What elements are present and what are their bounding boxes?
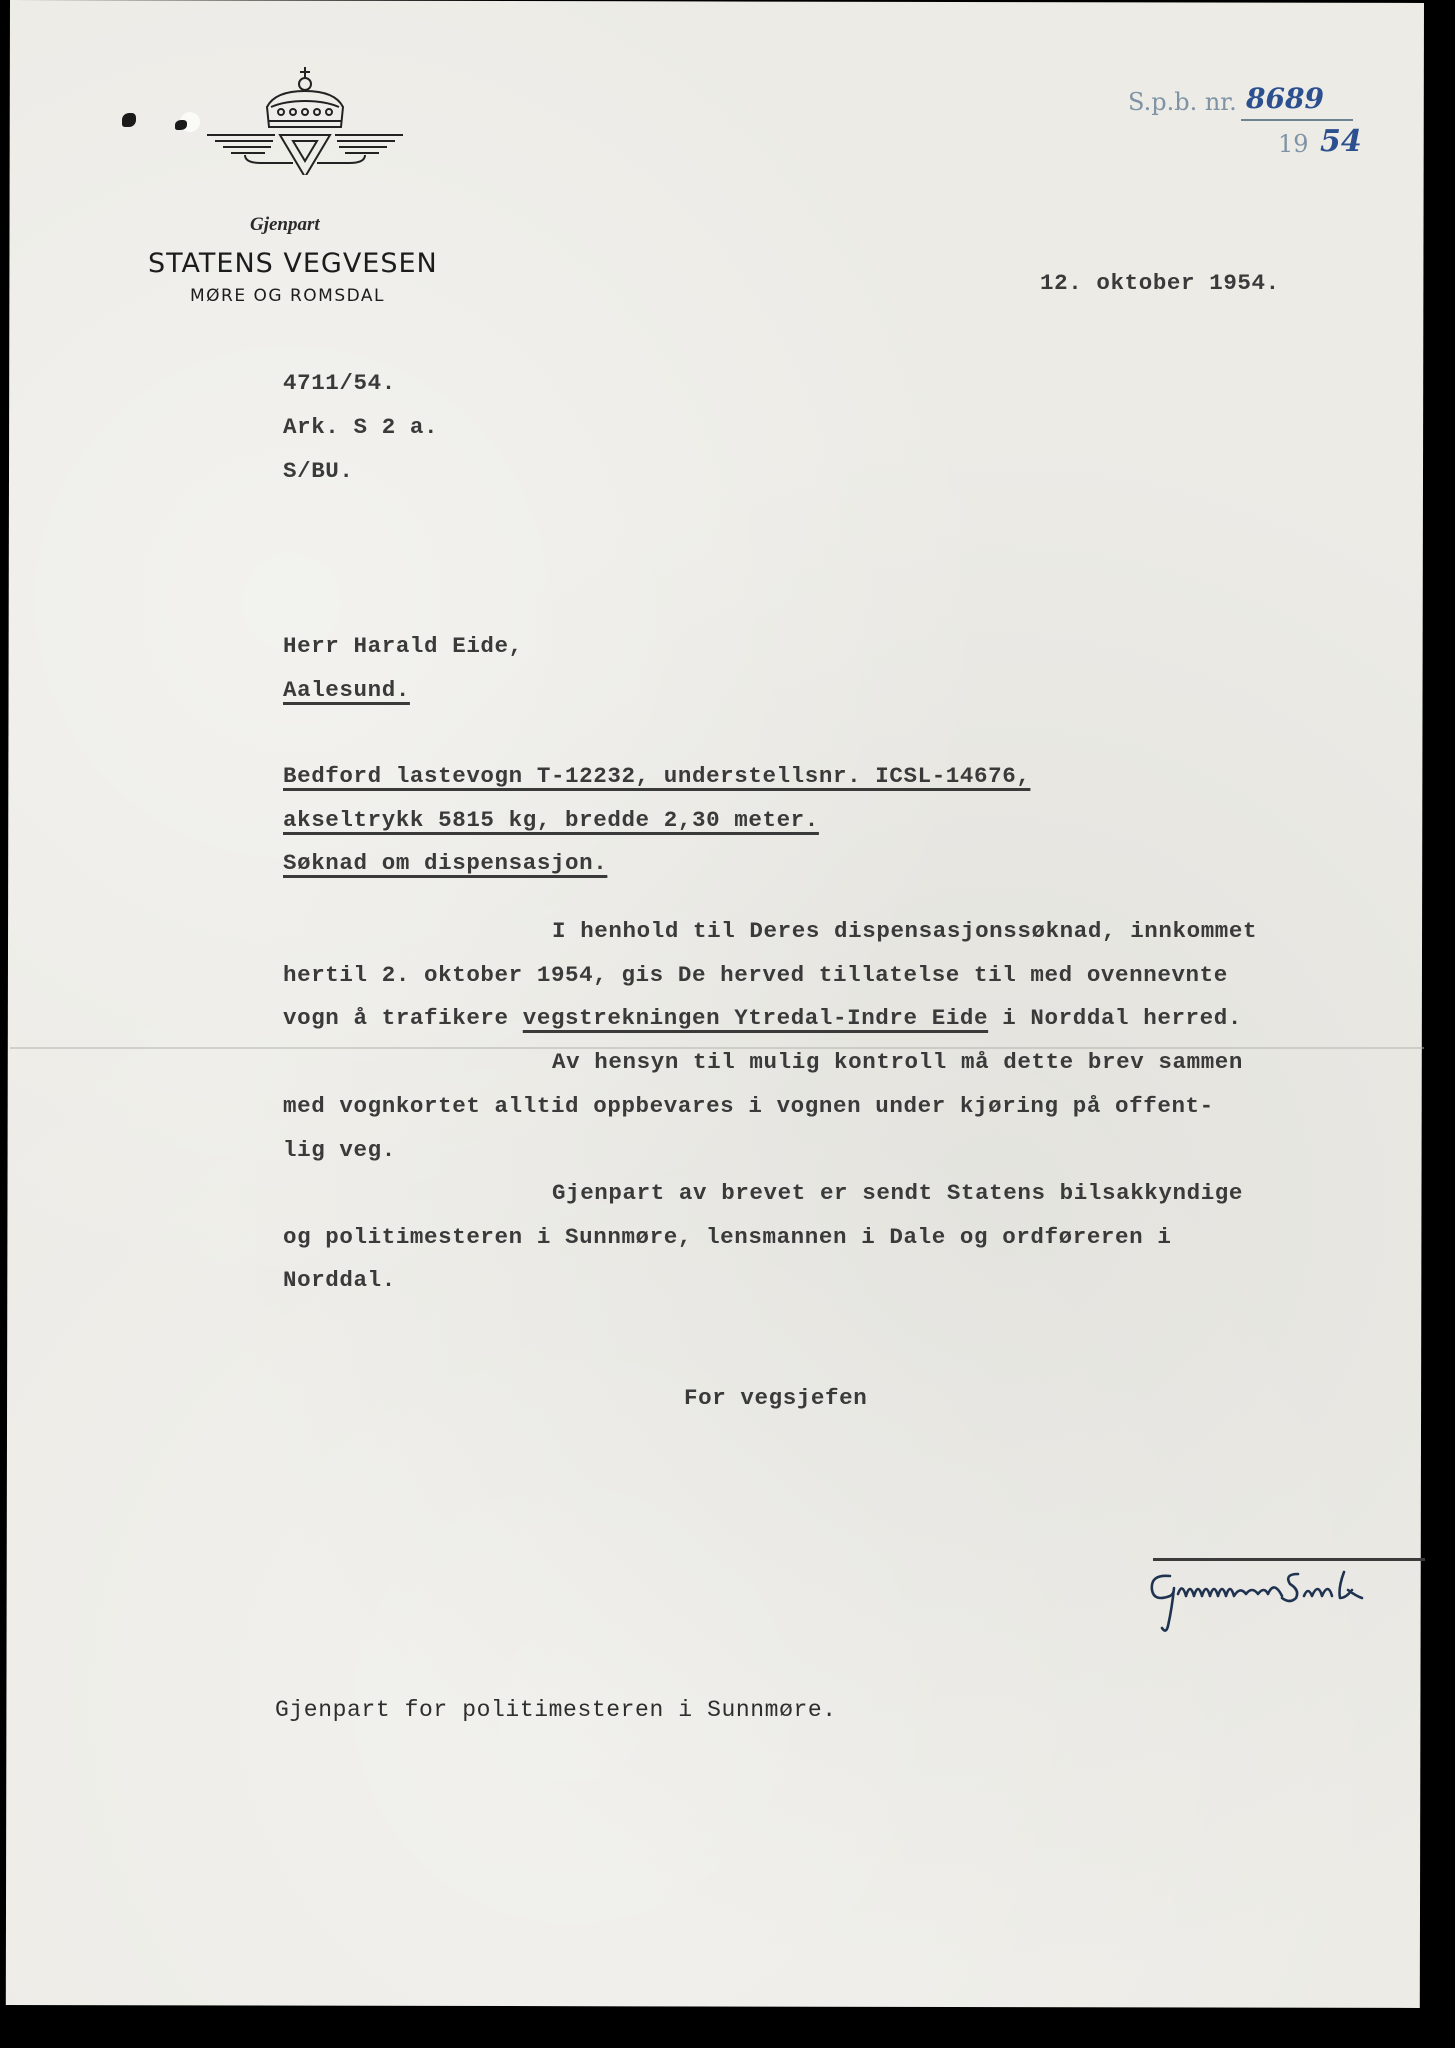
copy-note: Gjenpart for politimesteren i Sunnmøre.	[275, 1697, 837, 1723]
subject-line: Bedford lastevogn T-12232, understellsnr. ICSL-14676,	[283, 763, 1031, 789]
body-line: I henhold til Deres dispensasjonssøknad, innkommet	[552, 918, 1258, 944]
recipient-name: Herr Harald Eide,	[283, 633, 523, 659]
archive-code: Ark. S 2 a.	[283, 414, 439, 440]
body-line: hertil 2. oktober 1954, gis De herved tillatelse til med ovennevnte	[283, 962, 1228, 988]
statens-vegvesen-logo-icon	[205, 65, 405, 175]
stamp-handwritten-year: 54	[1320, 124, 1362, 159]
stamp-label: S.p.b. nr.	[1128, 88, 1237, 116]
stamp-year-prefix: 19	[1278, 130, 1309, 158]
body-line	[283, 1005, 1242, 1031]
body-line: Av hensyn til mulig kontroll må dette brev sammen	[552, 1049, 1244, 1075]
stamp-rule	[1241, 119, 1353, 121]
body-text: i Norddal herred.	[988, 1005, 1242, 1031]
stamp-handwritten-number: 8689	[1246, 82, 1324, 115]
signature-line	[1153, 1558, 1425, 1561]
subject-line: akseltrykk 5815 kg, bredde 2,30 meter.	[283, 807, 819, 833]
body-text: vogn å trafikere	[283, 1005, 523, 1031]
recipient-place: Aalesund.	[283, 677, 410, 703]
journal-number: 4711/54.	[283, 370, 396, 396]
punch-hole	[122, 113, 136, 127]
route-underlined: vegstrekningen Ytredal-Indre Eide	[522, 1005, 989, 1031]
body-line: med vognkortet alltid oppbevares i vognen under kjøring på offent-	[283, 1093, 1214, 1119]
body-line: Gjenpart av brevet er sendt Statens bilsakkyndige	[552, 1180, 1244, 1206]
handwritten-signature	[1148, 1568, 1418, 1638]
letter-date: 12. oktober 1954.	[1040, 270, 1280, 296]
copy-mark: Gjenpart	[250, 214, 320, 235]
closing: For vegsjefen	[684, 1385, 868, 1411]
reference-initials: S/BU.	[283, 458, 354, 484]
subject-line: Søknad om dispensasjon.	[283, 850, 608, 876]
body-line: og politimesteren i Sunnmøre, lensmannen i Dale og ordføreren i	[283, 1224, 1172, 1250]
organization-name: STATENS VEGVESEN	[148, 248, 438, 279]
body-line: lig veg.	[283, 1137, 396, 1163]
punch-hole	[175, 120, 187, 130]
organization-region: MØRE OG ROMSDAL	[190, 286, 386, 306]
body-line: Norddal.	[283, 1267, 396, 1293]
